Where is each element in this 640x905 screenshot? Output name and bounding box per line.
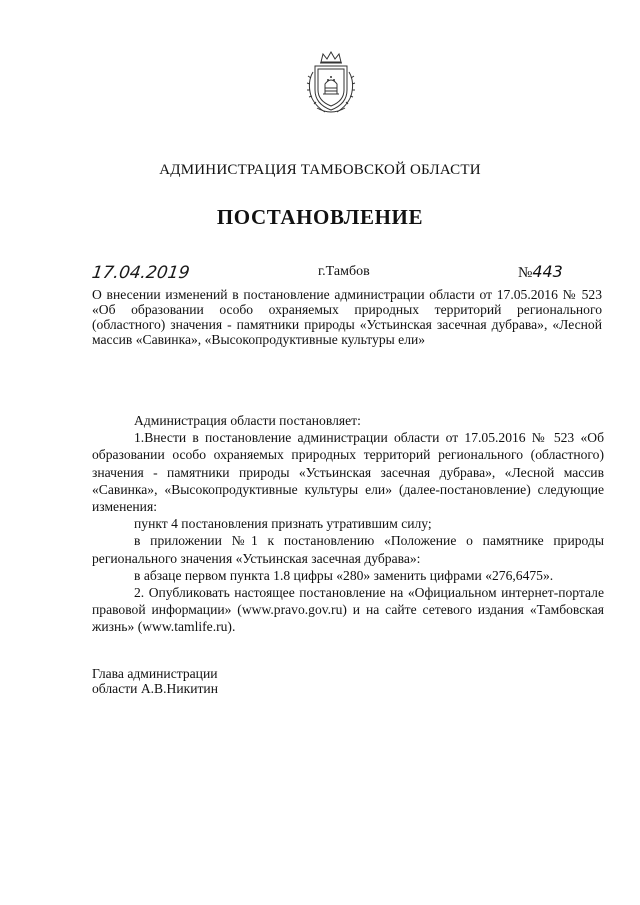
body-paragraph: в абзаце первом пункта 1.8 цифры «280» заменить цифрами «276,6475». bbox=[134, 567, 554, 583]
organization-name: АДМИНИСТРАЦИЯ ТАМБОВСКОЙ ОБЛАСТИ bbox=[159, 162, 481, 178]
body-paragraph: Администрация области постановляет: bbox=[134, 413, 361, 428]
document-subject: О внесении изменений в постановление администрации области от 17.05.2016 № 523 «Об образовании особо охраняемых природных территорий регионального (областного) значения - памятники природы «Устьинская засечная дубрава», «Лесной массив «Савинка», «Высокопродуктивные культуры ели» bbox=[92, 287, 602, 347]
number-value: 443 bbox=[532, 262, 563, 281]
body-paragraph: 1.Внести в постановление администрации области от 17.05.2016 № 523 «Об образовании особо охраняемых природных территорий регионального (областного) значения - памятники природы «Устьинская засечная дубрава», «Лесной массив «Савинка», «Высокопродуктивные культуры ели» (далее-постановление) следующие изменения: bbox=[92, 430, 604, 515]
body-paragraph: пункт 4 постановления признать утратившим силу; bbox=[134, 516, 432, 532]
body-paragraph: в приложении №1 к постановлению «Положение о памятнике природы регионального значения «Устьинская засечная дубрава»: bbox=[92, 533, 604, 566]
body-paragraph: 2. Опубликовать настоящее постановление на «Официальном интернет-портале правовой информации» (www.pravo.gov.ru) и на сайте сетевого издания «Тамбовская жизнь» (www.tamlife.ru). bbox=[92, 585, 604, 635]
document-number bbox=[518, 262, 563, 282]
coat-of-arms-icon bbox=[303, 50, 359, 116]
document-body bbox=[92, 412, 604, 636]
number-prefix: № bbox=[518, 265, 533, 281]
signature-block bbox=[92, 666, 218, 696]
document-date: 17.04.2019 bbox=[90, 263, 191, 283]
document-title: ПОСТАНОВЛЕНИЕ bbox=[216, 205, 424, 229]
signature-name: области А.В.Никитин bbox=[92, 681, 218, 696]
document-city: г.Тамбов bbox=[318, 264, 370, 279]
signature-position: Глава администрации bbox=[92, 666, 218, 681]
